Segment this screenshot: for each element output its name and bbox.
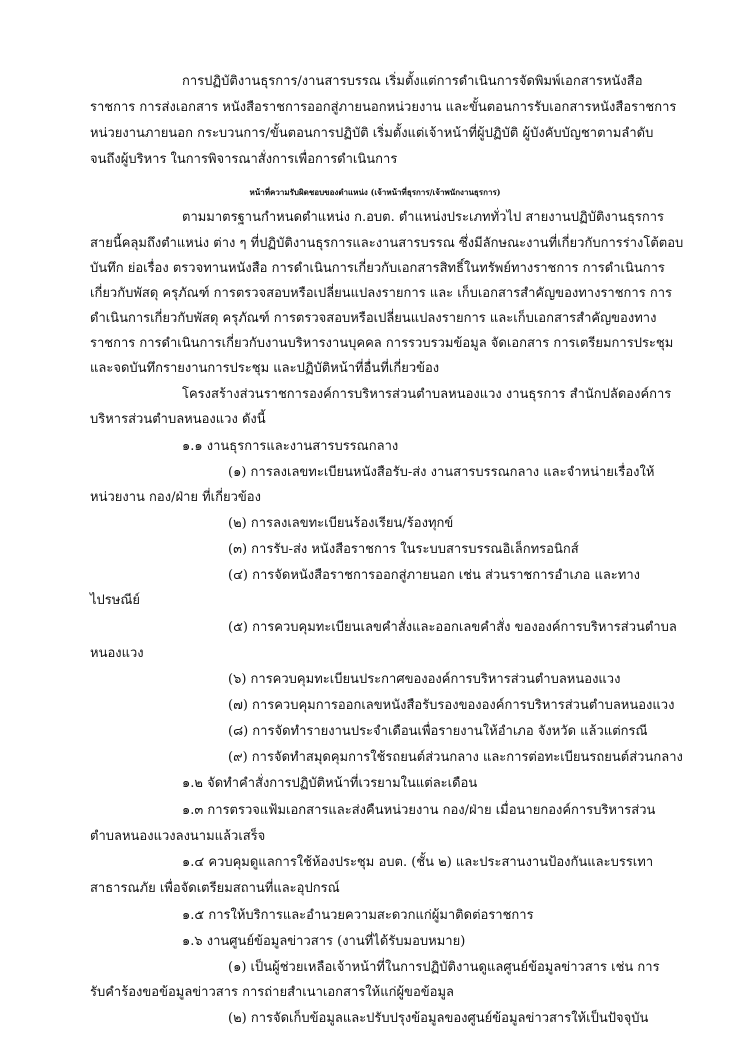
intro-line: หน่วยงานภายนอก กระบวนการ/ขั้นตอนการปฏิบัติ เริ่มตั้งแต่เจ้าหน้าที่ผู้ปฏิบัติ ผู้บังคับบัญชาตามลำดับ: [90, 126, 654, 141]
subsection-continuation: สาธารณภัย เพื่อจัดเตรียมสถานที่และอุปกรณ์: [90, 881, 340, 896]
list-item: (๖) การควบคุมทะเบียนประกาศขององค์การบริหารส่วนตำบลหนองแวง: [228, 672, 621, 687]
paragraph-line: สายนี้คลุมถึงตำแหน่ง ต่าง ๆ ที่ปฏิบัติงานธุรการและงานสารบรรณ ซึ่งมีลักษณะงานที่เกี่ยวกับการร่างโต้ตอบ: [90, 236, 684, 251]
paragraph-line: โครงสร้างส่วนราชการองค์การบริหารส่วนตำบลหนองแวง งานธุรการ สำนักปลัดองค์การ: [182, 387, 672, 402]
subsection-heading: ๑.๒ จัดทำคำสั่งการปฏิบัติหน้าที่เวรยามในแต่ละเดือน: [182, 776, 478, 791]
section-heading: หน้าที่ความรับผิดชอบของตำแหน่ง (เจ้าหน้าที่ธุรการ/เจ้าพนักงานธุรการ): [249, 187, 501, 197]
list-item-continuation: หนองแวง: [90, 646, 144, 661]
paragraph-line: ตามมาตรฐานกำหนดตำแหน่ง ก.อบต. ตำแหน่งประเภททั่วไป สายงานปฏิบัติงานธุรการ: [182, 210, 665, 225]
list-item: (๒) การจัดเก็บข้อมูลและปรับปรุงข้อมูลของศูนย์ข้อมูลข่าวสารให้เป็นปัจจุบัน: [228, 1011, 649, 1026]
list-item: (๘) การจัดทำรายงานประจำเดือนเพื่อรายงานให้อำเภอ จังหวัด แล้วแต่กรณี: [228, 724, 648, 739]
subsection-heading: ๑.๖ งานศูนย์ข้อมูลข่าวสาร (งานที่ได้รับมอบหมาย): [182, 934, 466, 949]
paragraph-line: ราชการ การดำเนินการเกี่ยวกับงานบริหารงานบุคคล การรวบรวมข้อมูล จัดเอกสาร การเตรียมการประชุม: [90, 336, 674, 351]
list-item: (๗) การควบคุมการออกเลขหนังสือรับรองขององค์การบริหารส่วนตำบลหนองแวง: [228, 698, 675, 713]
subsection-heading: ๑.๓ การตรวจแฟ้มเอกสารและส่งคืนหน่วยงาน กอง/ฝ่าย เมื่อนายกองค์การบริหารส่วน: [182, 803, 656, 818]
list-item-continuation: หน่วยงาน กอง/ฝ่าย ที่เกี่ยวข้อง: [90, 490, 261, 505]
list-item: (๙) การจัดทำสมุดคุมการใช้รถยนต์ส่วนกลาง และการต่อทะเบียนรถยนต์ส่วนกลาง: [228, 750, 683, 765]
paragraph-line: บันทึก ย่อเรื่อง ตรวจทานหนังสือ การดำเนินการเกี่ยวกับเอกสารสิทธิ์ในทรัพย์ทางราชการ การดำเนินการ: [90, 261, 665, 276]
intro-line: จนถึงผู้บริหาร ในการพิจารณาสั่งการเพื่อการดำเนินการ: [90, 152, 398, 167]
list-item: (๑) การลงเลขทะเบียนหนังสือรับ-ส่ง งานสารบรรณกลาง และจำหน่ายเรื่องให้: [228, 465, 655, 480]
list-item: (๑) เป็นผู้ช่วยเหลือเจ้าหน้าที่ในการปฏิบัติงานดูแลศูนย์ข้อมูลข่าวสาร เช่น การ: [228, 960, 660, 975]
subsection-heading: ๑.๕ การให้บริการและอำนวยความสะดวกแก่ผู้มาติดต่อราชการ: [182, 908, 534, 923]
paragraph-line: และจดบันทึกรายงานการประชุม และปฏิบัติหน้าที่อื่นที่เกี่ยวข้อง: [90, 361, 440, 376]
intro-line: ราชการ การส่งเอกสาร หนังสือราชการออกสู่ภายนอกหน่วยงาน และขั้นตอนการรับเอกสารหนังสือราชการ: [90, 100, 677, 115]
list-item: (๓) การรับ-ส่ง หนังสือราชการ ในระบบสารบรรณอิเล็กทรอนิกส์: [228, 542, 579, 557]
paragraph-line: เกี่ยวกับพัสดุ ครุภัณฑ์ การตรวจสอบหรือเปลี่ยนแปลงรายการ และ เก็บเอกสารสำคัญของทางราชการ การ: [90, 286, 672, 301]
subsection-heading: ๑.๑ งานธุรการและงานสารบรรณกลาง: [182, 439, 399, 454]
subsection-continuation: ตำบลหนองแวงลงนามแล้วเสร็จ: [90, 829, 266, 844]
subsection-heading: ๑.๔ ควบคุมดูแลการใช้ห้องประชุม อบต. (ชั้น ๒) และประสานงานป้องกันและบรรเทา: [182, 855, 654, 870]
paragraph-line: ดำเนินการเกี่ยวกับพัสดุ ครุภัณฑ์ การตรวจสอบหรือเปลี่ยนแปลงรายการ และเก็บเอกสารสำคัญของทาง: [90, 311, 657, 326]
list-item-continuation: รับคำร้องขอข้อมูลข่าวสาร การถ่ายสำเนาเอกสารให้แก่ผู้ขอข้อมูล: [90, 985, 454, 1000]
list-item: (๒) การลงเลขทะเบียนร้องเรียน/ร้องทุกข์: [228, 516, 454, 531]
paragraph-line: บริหารส่วนตำบลหนองแวง ดังนี้: [90, 412, 266, 427]
list-item: (๔) การจัดหนังสือราชการออกสู่ภายนอก เช่น ส่วนราชการอำเภอ และทาง: [228, 568, 641, 583]
intro-line: การปฏิบัติงานธุรการ/งานสารบรรณ เริ่มตั้งแต่การดำเนินการจัดพิมพ์เอกสารหนังสือ: [182, 74, 643, 89]
list-item: (๕) การควบคุมทะเบียนเลขคำสั่งและออกเลขคำสั่ง ขององค์การบริหารส่วนตำบล: [228, 620, 677, 635]
list-item-continuation: ไปรษณีย์: [90, 593, 141, 608]
